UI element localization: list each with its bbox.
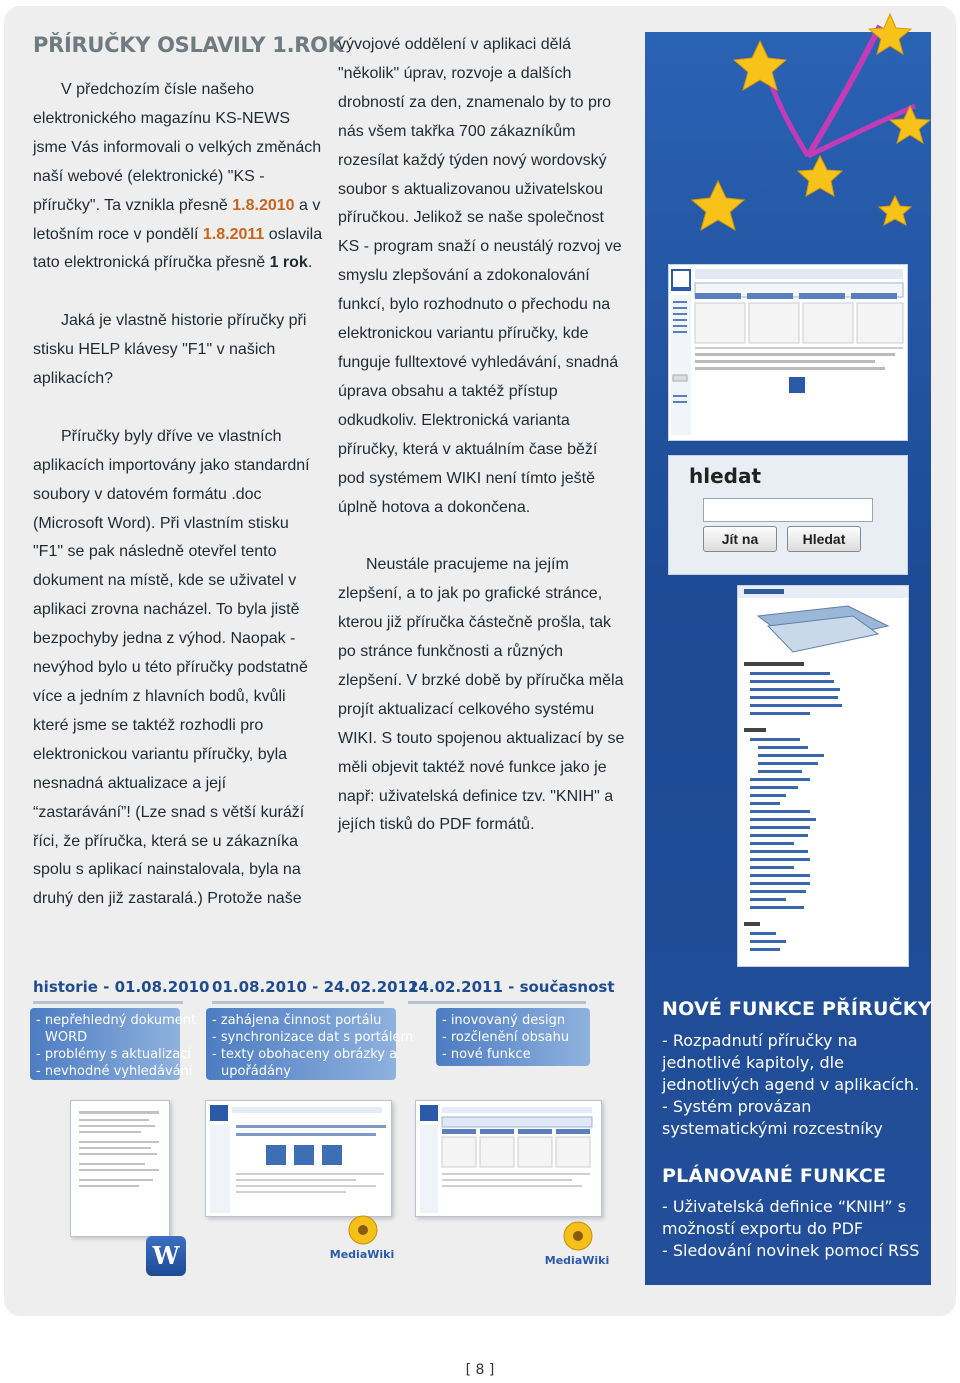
paragraph-development: vývojové oddělení v aplikaci dělá "několik" úprav, rozvoje a dalších drobností za den, znamenalo by to pro nás všem takřka 700 zákazníkům rozesílat každý týden nový wordovský soubor s aktualizovanou uživatelskou příručkou. Jelikož se naše společnost KS - program snaží o neustálý rozvoj ve smyslu zlepšování a zdokonalování funkcí, bylo rozhodnuto o přechodu na elektronickou variantu příručky, kde funguje fulltextové vyhledávání, snadná úprava obsahu a taktéž přístup odkudkoliv. Elektronická varianta příručky, která v aktuálním čase běží pod systémem WIKI není tímto ještě úplně hotova a dokončena. bbox=[338, 36, 622, 516]
search-heading: hledat bbox=[689, 464, 762, 488]
wiki-main-page-screenshot bbox=[668, 264, 908, 441]
mediawiki-label-1: MediaWiki bbox=[329, 1248, 395, 1261]
mediawiki-label-2: MediaWiki bbox=[544, 1254, 610, 1267]
one-year: 1 rok bbox=[269, 254, 308, 272]
search-button[interactable]: Hledat bbox=[787, 526, 861, 552]
timeline-divider-1 bbox=[33, 1001, 183, 1004]
paragraph-question: Jaká je vlastně historie příručky při stisku HELP klávesy "F1" v našich aplikacích? bbox=[33, 312, 307, 388]
planned-features-list: - Uživatelská definice “KNIH” s možností exportu do PDF - Sledování novinek pomocí RSS bbox=[662, 1197, 920, 1260]
paragraph-improvements: Neustále pracujeme na jejím zlepšení, a to jak po grafické stránce, kterou již příručka částečně prošla, tak po stránce funkčnosti a různých zlepšení. V brzké době by příručka měla projít aktualizací celkového systému WIKI. S touto spojenou aktualizací by se měli objevit taktéž nové funkce jako je např: uživatelská definice tzv. "KNIH" a jejích tisků do PDF formátů. bbox=[338, 556, 625, 834]
search-input[interactable] bbox=[703, 498, 873, 522]
timeline-heading-2: 01.08.2010 - 24.02.2011 bbox=[212, 978, 419, 996]
timeline-heading-3: 24.02.2011 - současnost bbox=[408, 978, 615, 996]
portal-screenshot-2010 bbox=[205, 1100, 392, 1217]
column-middle bbox=[338, 31, 628, 840]
word-document-page bbox=[70, 1100, 170, 1237]
search-box-screenshot bbox=[668, 455, 908, 575]
date-start: 1.8.2010 bbox=[232, 196, 295, 214]
mediawiki-logo-2 bbox=[544, 1218, 610, 1268]
timeline-heading-1: historie - 01.08.2010 bbox=[33, 978, 210, 996]
column-left bbox=[33, 76, 323, 914]
new-features-title: NOVÉ FUNKCE PŘÍRUČKY bbox=[662, 998, 932, 1020]
article-title: PŘÍRUČKY OSLAVILY 1.ROK bbox=[33, 33, 344, 57]
paragraph-intro: V předchozím čísle našeho elektronického magazínu KS-NEWS jsme Vás informovali o velkých změnách naší webové (elektronické) "KS - příručky". Ta vznikla přesně 1.8.2010 a v letošním roce v pondělí 1.8.2011 oslavila tato elektronická příručka přesně 1 rok. bbox=[33, 81, 323, 272]
timeline-list-2: - zahájena činnost portálu - synchronizace dat s portálem - texty obohaceny obrázky a upořádány bbox=[212, 1013, 414, 1079]
timeline-list-1: - nepřehledný dokument WORD - problémy s aktualizací - nevhodné vyhledávání bbox=[36, 1013, 197, 1079]
page-number: [ 8 ] bbox=[465, 1362, 495, 1378]
portal-screenshot-2011 bbox=[415, 1100, 602, 1217]
date-anniversary: 1.8.2011 bbox=[202, 225, 265, 243]
paragraph-history: Příručky byly dříve ve vlastních aplikacích importovány jako standardní soubory v datovém formátu .doc (Microsoft Word). Při vlastním stisku "F1" se pak následně otevřel tento dokument na místě, kde se uživatel v aplikaci zrovna nacházel. To byla jistě bezpochyby jedna z výhod. Naopak - nevýhod bylo u této příručky podstatně více a jedním z hlavních bodů, kvůli které jsme se taktéž rozhodli pro elektronickou variantu příručky, byla nesnadná aktualizace a její “zastarávání”! (Lze snad s větší kuráží říci, že příručka, která se u zákazníka spolu s aplikací nainstalovala, byla na druhý den již zastaralá.) Protože naše bbox=[33, 427, 310, 908]
wiki-sidebar-screenshot bbox=[737, 585, 909, 967]
fireworks-icon bbox=[700, 6, 940, 266]
mediawiki-logo-1 bbox=[329, 1212, 395, 1262]
word-icon: W bbox=[146, 1236, 186, 1276]
planned-features-title: PLÁNOVANÉ FUNKCE bbox=[662, 1165, 887, 1187]
new-features-list: - Rozpadnutí příručky na jednotlivé kapitoly, dle jednotlivých agend v aplikacích. - Systém provázan systematickými rozcestníky bbox=[662, 1031, 920, 1138]
go-button[interactable]: Jít na bbox=[703, 526, 777, 552]
timeline-divider-3 bbox=[408, 1001, 586, 1004]
timeline-divider-2 bbox=[212, 1001, 384, 1004]
timeline-list-3: - inovovaný design - rozčlenění obsahu - nové funkce bbox=[442, 1013, 570, 1062]
